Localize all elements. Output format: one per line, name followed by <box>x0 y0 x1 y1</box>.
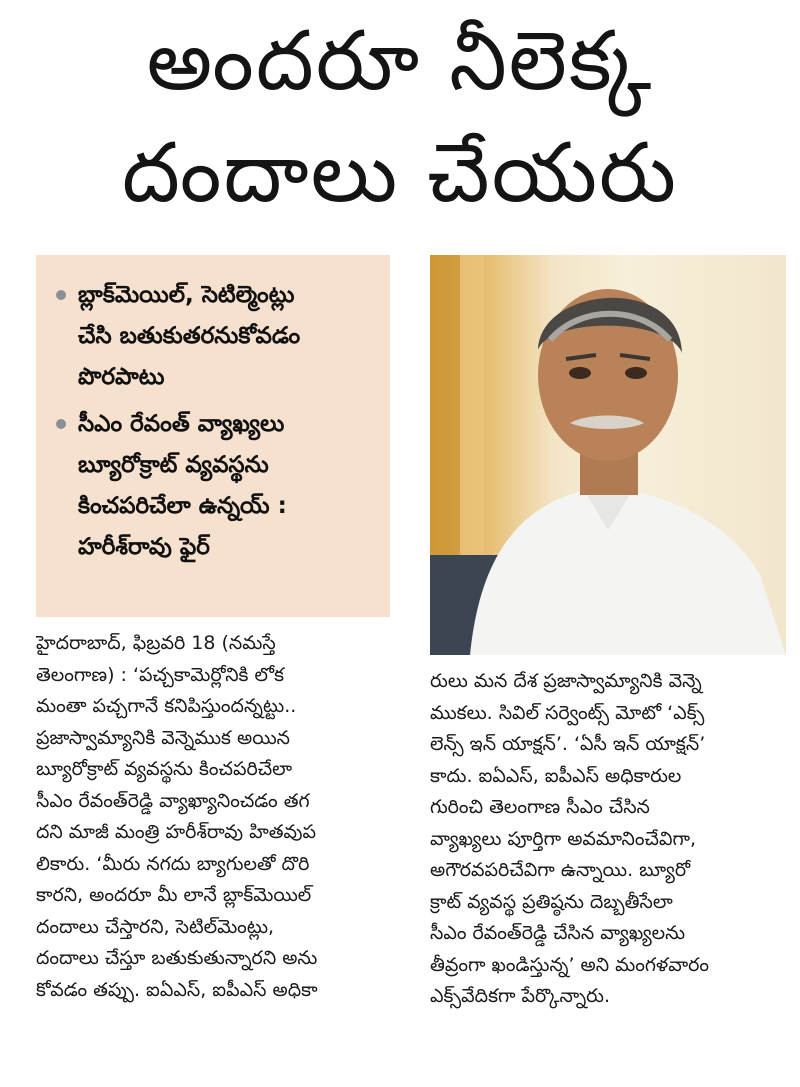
highlight-item <box>56 275 380 398</box>
body-line: దని మాజీ మంత్రి హరీశ్‌రావు హితవుప <box>36 821 316 843</box>
headline-line-1: అందరూ నీలెక్క <box>146 14 654 109</box>
highlight-line: బ్లాక్‌మెయిల్‌, సెటిల్మెంట్లు <box>78 282 295 308</box>
body-line: కారని, అందరూ మీ లానే బ్లాక్‌మెయిల్‌ <box>36 884 312 906</box>
bullet-icon <box>56 419 66 429</box>
body-line: హైదరాబాద్‌, ఫిబ్రవరి 18 (నమస్తే <box>36 632 276 654</box>
body-line: దందాలు చేస్తూ బతుకుతున్నారని అను <box>36 947 318 969</box>
highlight-line: పొరపాటు <box>78 364 165 390</box>
body-line: లికారు. ‘మీరు నగదు బ్యాగులతో దొరి <box>36 852 310 875</box>
highlight-line: చేసి బతుకుతరనుకోవడం <box>78 323 301 349</box>
body-line: లెన్స్‌ ఇన్‌ యాక్షన్‌’. ‘ఏసీ ఇన్‌ యాక్షన్‌’ <box>430 733 706 755</box>
body-line: తెలంగాణ) : ‘పచ్చకామెర్లోనికి లోక <box>36 663 285 686</box>
body-line: రులు మన దేశ ప్రజాస్వామ్యానికి వెన్నె <box>430 670 702 692</box>
highlights-box <box>36 255 390 617</box>
body-line: క్రాట్‌ వ్యవస్థ ప్రతిష్ఠను దెబ్బతీసేలా <box>430 890 673 913</box>
body-line: సీఎం రేవంత్‌రెడ్డి చేసిన వ్యాఖ్యలను <box>430 922 686 944</box>
body-line: కాదు. ఐఏఎస్‌, ఐపీఎస్‌ అధికారుల <box>430 764 682 787</box>
body-line: అగౌరవపరిచేవిగా ఉన్నాయి. బ్యూరో <box>430 859 691 881</box>
body-line: వ్యాఖ్యలు పూర్తిగా అవమానించేవిగా, <box>430 827 696 850</box>
body-line: ఎక్స్‌వేదికగా పేర్కొన్నారు. <box>430 985 611 1007</box>
body-line: ప్రజాస్వామ్యానికి వెన్నెముక అయిన <box>36 726 290 749</box>
body-line: సీఎం రేవంత్‌రెడ్డి వ్యాఖ్యానించడం తగ <box>36 789 310 812</box>
body-line: దందాలు చేస్తారని, సెటిల్‌మెంట్లు, <box>36 915 275 938</box>
highlight-item <box>56 404 380 568</box>
portrait-illustration <box>430 255 786 655</box>
body-line: గురించి తెలంగాణ సీఎం చేసిన <box>430 796 650 818</box>
highlight-line: హరీశ్‌రావు ఫైర్‌ <box>78 534 210 560</box>
bullet-icon <box>56 290 66 300</box>
portrait-photo <box>430 255 786 655</box>
headline-line-2: దందాలు చేయరు <box>121 126 679 221</box>
body-line: కోవడం తప్పు. ఐఏఎస్‌, ఐపీఎస్‌ అధికా <box>36 978 318 1001</box>
highlight-line: కించపరిచేలా ఉన్నయ్‌ : <box>78 493 287 519</box>
article-column-1 <box>36 628 392 1006</box>
body-line: ముకలు. సివిల్‌ సర్వెంట్స్‌ మోటో ‘ఎక్స్‌ <box>430 701 705 724</box>
body-line: బ్యూరోక్రాట్‌ వ్యవస్థను కించపరిచేలా <box>36 758 293 780</box>
highlight-line: సీఎం రేవంత్‌ వ్యాఖ్యలు <box>78 411 285 437</box>
body-line: తీవ్రంగా ఖండిస్తున్న’ అని మంగళవారం <box>430 953 710 976</box>
headline <box>0 6 800 230</box>
article-column-2 <box>430 666 786 1013</box>
highlight-line: బ్యూరోక్రాట్‌ వ్యవస్థను <box>78 452 269 478</box>
body-line: మంతా పచ్చగానే కనిపిస్తుందన్నట్టు.. <box>36 695 297 717</box>
